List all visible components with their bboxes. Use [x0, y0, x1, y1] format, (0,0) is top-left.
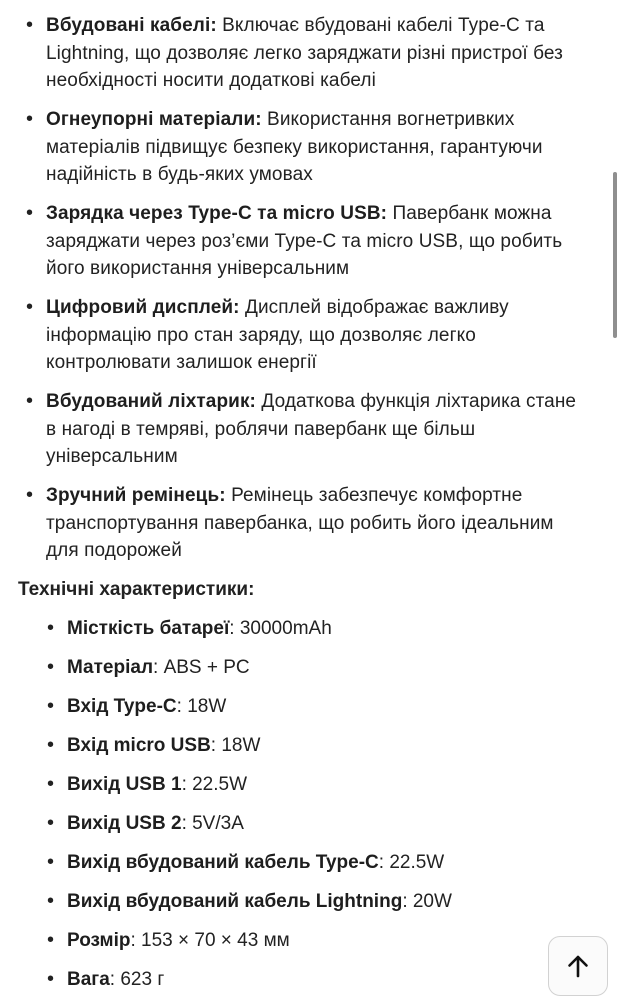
spec-value: : 20W — [402, 891, 452, 912]
spec-item — [67, 693, 567, 720]
feature-text: Дисплей відображає важливу інформацію про стан заряду, що дозволяє легко контролювати залишок енергії — [46, 297, 509, 373]
list-item-strap — [46, 482, 586, 565]
spec-item — [67, 810, 567, 837]
feature-title: Зручний ремінець: — [46, 485, 226, 506]
list-item-flashlight — [46, 388, 586, 471]
feature-text: Павербанк можна заряджати через роз’єми Type-C та micro USB, що робить його використання універсальним — [46, 203, 563, 279]
list-item-built-in-cables — [46, 12, 586, 95]
feature-text: Додаткова функція ліхтарика стане в нагоді в темряві, роблячи павербанк ще більш універсальним — [46, 391, 577, 467]
spec-item — [67, 615, 567, 642]
list-item-charging-ports — [46, 200, 586, 283]
spec-label: Розмір — [67, 930, 131, 951]
feature-text: Включає вбудовані кабелі Type-C та Lightning, що дозволяє легко заряджати різні пристрої без необхідності носити додаткові кабелі — [46, 15, 563, 91]
feature-title: Цифровий дисплей: — [46, 297, 240, 318]
spec-value: : 18W — [210, 735, 261, 756]
spec-value: : 22.5W — [181, 774, 248, 795]
specs-heading: Технічні характеристики: — [18, 579, 255, 600]
list-item-fireproof-materials — [46, 106, 586, 189]
spec-label: Вихід вбудований кабель Lightning — [67, 891, 403, 912]
feature-title: Огнеупорні матеріали: — [46, 109, 262, 130]
spec-item — [67, 849, 567, 876]
scrollbar-thumb[interactable] — [613, 172, 617, 338]
spec-label: Вихід USB 1 — [67, 774, 182, 795]
spec-item — [67, 654, 567, 681]
spec-value: : 30000mAh — [229, 618, 332, 639]
spec-label: Вхід micro USB — [67, 735, 211, 756]
spec-value: : 153 × 70 × 43 мм — [130, 930, 290, 951]
spec-label: Матеріал — [67, 657, 154, 678]
spec-label: Вага — [67, 969, 110, 990]
feature-text: Ремінець забезпечує комфортне транспортування павербанка, що робить його ідеальним для подорожей — [46, 485, 554, 561]
spec-label: Вихід вбудований кабель Type-C — [67, 852, 379, 873]
spec-label: Вихід USB 2 — [67, 813, 182, 834]
spec-value: : 623 г — [109, 969, 165, 990]
spec-value: : ABS + PC — [153, 657, 250, 678]
spec-item — [67, 732, 567, 759]
spec-item — [67, 888, 567, 915]
spec-item — [67, 771, 567, 798]
list-item-digital-display — [46, 294, 586, 377]
spec-value: : 22.5W — [378, 852, 445, 873]
feature-title: Зарядка через Type-C та micro USB: — [46, 203, 388, 224]
spec-label: Місткість батареї — [67, 618, 230, 639]
feature-title: Вбудовані кабелі: — [46, 15, 217, 36]
spec-value: : 5V/3A — [181, 813, 244, 834]
arrow-up-icon — [564, 952, 592, 980]
spec-item — [67, 966, 567, 993]
scroll-to-top-button[interactable] — [548, 936, 608, 996]
feature-text: Використання вогнетривких матеріалів підвищує безпеку використання, гарантуючи надійність в будь-яких умовах — [46, 109, 543, 185]
spec-label: Вхід Type-C — [67, 696, 177, 717]
feature-title: Вбудований ліхтарик: — [46, 391, 256, 412]
spec-value: : 18W — [176, 696, 227, 717]
spec-item — [67, 927, 567, 954]
